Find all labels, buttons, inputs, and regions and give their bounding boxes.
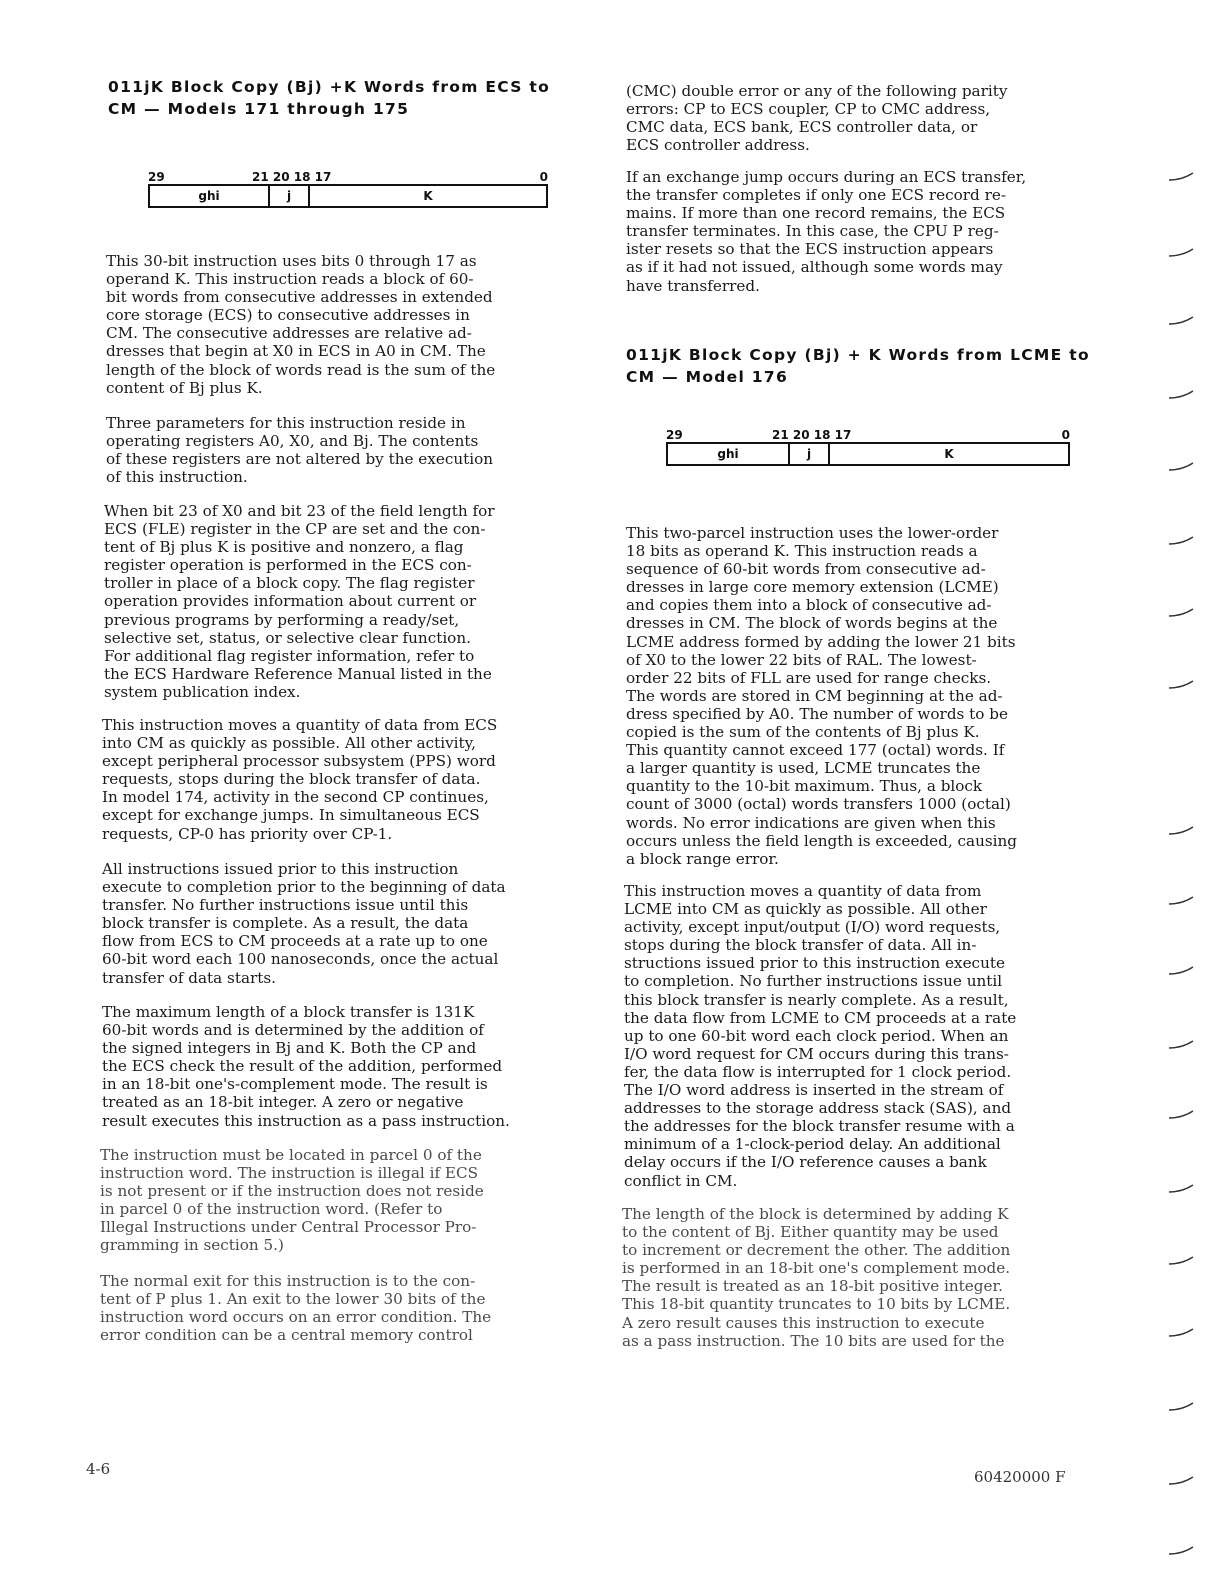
text-line: For additional flag register information, refer to [104, 646, 475, 665]
text-line: order 22 bits of FLL are used for range checks. [626, 668, 992, 687]
bit-label-29: 29 [666, 428, 683, 442]
text-line: except for exchange jumps. In simultaneous ECS [102, 806, 480, 825]
text-line: and copies them into a block of consecutive ad- [626, 596, 992, 615]
heading-line: CM — Models 171 through 175 [108, 100, 410, 118]
binder-mark-icon [1168, 896, 1194, 906]
text-line: system publication index. [104, 682, 301, 701]
text-line: is not present or if the instruction does not reside [100, 1182, 484, 1201]
instruction-format-diagram [666, 428, 1070, 468]
text-line: error condition can be a central memory control [100, 1326, 473, 1345]
paragraph [100, 1146, 484, 1255]
paragraph [102, 860, 506, 987]
text-line: structions issued prior to this instruction execute [624, 954, 1005, 973]
text-line: treated as an 18-bit integer. A zero or negative [102, 1093, 464, 1112]
format-box [666, 442, 1070, 466]
text-line: as if it had not issued, although some words may [626, 258, 1003, 277]
text-line: previous programs by performing a ready/set, [104, 610, 460, 629]
text-line: minimum of a 1-clock-period delay. An additional [624, 1135, 1001, 1154]
text-line: block transfer is complete. As a result, the data [102, 914, 469, 933]
paragraph [626, 168, 1026, 295]
text-line: dresses that begin at X0 in ECS in A0 in CM. The [106, 342, 486, 361]
bit-label-0: 0 [539, 170, 548, 184]
paragraph [104, 502, 495, 701]
text-line: If an exchange jump occurs during an ECS transfer, [626, 168, 1027, 186]
text-line: to completion. No further instructions issue until [624, 972, 1003, 991]
text-line: This 30-bit instruction uses bits 0 through 17 as [106, 252, 477, 270]
binder-mark-icon [1168, 1402, 1194, 1412]
text-line: troller in place of a block copy. The flag register [104, 574, 475, 593]
paragraph [102, 716, 497, 843]
text-line: dresses in CM. The block of words begins at the [626, 614, 998, 633]
paragraph [626, 524, 1017, 868]
text-line: conflict in CM. [624, 1171, 738, 1190]
text-line: activity, except input/output (I/O) word requests, [624, 918, 1001, 937]
text-line: This two-parcel instruction uses the lower-order [626, 524, 999, 542]
text-line: the ECS check the result of the addition, performed [102, 1057, 503, 1076]
text-line: into CM as quickly as possible. All other activity, [102, 734, 476, 753]
text-line: In model 174, activity in the second CP continues, [102, 788, 489, 807]
text-line: CM. The consecutive addresses are relative ad- [106, 324, 472, 343]
field-ghi: ghi [198, 189, 220, 203]
text-line: This instruction moves a quantity of data from ECS [102, 716, 498, 734]
section-heading-lcme [626, 344, 1090, 388]
text-line: operation provides information about current or [104, 592, 477, 611]
text-line: 60-bit word each 100 nanoseconds, once the actual [102, 950, 499, 969]
binder-mark-icon [1168, 1546, 1194, 1556]
text-line: instruction word occurs on an error condition. The [100, 1308, 492, 1327]
binder-mark-icon [1168, 172, 1194, 182]
text-line: I/O word request for CM occurs during this trans- [624, 1044, 1009, 1063]
section-heading-ecs [108, 76, 550, 120]
text-line: count of 3000 (octal) words transfers 1000 (octal) [626, 795, 1011, 814]
binder-mark-icon [1168, 1328, 1194, 1338]
text-line: gramming in section 5.) [100, 1236, 284, 1255]
text-line: content of Bj plus K. [106, 378, 263, 397]
text-line: The I/O word address is inserted in the stream of [624, 1081, 1004, 1100]
text-line: a larger quantity is used, LCME truncates the [626, 759, 981, 778]
text-line: ECS (FLE) register in the CP are set and the con- [104, 520, 486, 539]
text-line: as a pass instruction. The 10 bits are used for the [622, 1331, 1005, 1350]
text-line: flow from ECS to CM proceeds at a rate up to one [102, 932, 488, 951]
text-line: bit words from consecutive addresses in extended [106, 288, 493, 307]
text-line: transfer terminates. In this case, the CPU P reg- [626, 222, 999, 241]
paragraph [102, 1003, 510, 1130]
text-line: tent of Bj plus K is positive and nonzero, a flag [104, 538, 464, 557]
text-line: The instruction must be located in parcel 0 of the [100, 1146, 482, 1164]
binder-mark-icon [1168, 1256, 1194, 1266]
text-line: is performed in an 18-bit one's complement mode. [622, 1259, 1011, 1278]
text-line: execute to completion prior to the beginning of data [102, 878, 506, 897]
text-line: of these registers are not altered by the execution [106, 450, 493, 469]
heading-line: CM — Model 176 [626, 368, 789, 386]
text-line: sequence of 60-bit words from consecutive ad- [626, 560, 986, 579]
text-line: delay occurs if the I/O reference causes a bank [624, 1153, 987, 1172]
format-box [148, 184, 548, 208]
paragraph [622, 1205, 1010, 1350]
text-line: of X0 to the lower 22 bits of RAL. The lowest- [626, 650, 977, 669]
binder-mark-icon [1168, 1040, 1194, 1050]
text-line: in parcel 0 of the instruction word. (Refer to [100, 1200, 443, 1219]
text-line: The result is treated as an 18-bit positive integer. [622, 1277, 1003, 1296]
text-line: The normal exit for this instruction is to the con- [100, 1272, 476, 1290]
text-line: operating registers A0, X0, and Bj. The contents [106, 432, 479, 451]
text-line: occurs unless the field length is exceeded, causing [626, 831, 1018, 850]
binder-mark-icon [1168, 680, 1194, 690]
text-line: The words are stored in CM beginning at the ad- [626, 686, 1003, 705]
text-line: length of the block of words read is the sum of the [106, 360, 496, 379]
bit-label-middle: 21 20 18 17 [772, 428, 852, 442]
text-line: LCME address formed by adding the lower 21 bits [626, 632, 1016, 651]
heading-line: 011jK Block Copy (Bj) + K Words from LCME to [626, 346, 1090, 364]
binder-mark-icon [1168, 608, 1194, 618]
instruction-format-diagram [148, 170, 548, 210]
text-line: except peripheral processor subsystem (PPS) word [102, 752, 496, 771]
field-k: K [423, 189, 433, 203]
page-number: 4-6 [86, 1460, 111, 1478]
binder-mark-icon [1168, 462, 1194, 472]
text-line: LCME into CM as quickly as possible. All other [624, 900, 987, 919]
field-ghi: ghi [717, 447, 739, 461]
binder-mark-icon [1168, 536, 1194, 546]
text-line: quantity to the 10-bit maximum. Thus, a block [626, 777, 983, 796]
bit-label-middle: 21 20 18 17 [252, 170, 332, 184]
binder-mark-icon [1168, 1476, 1194, 1486]
text-line: stops during the block transfer of data. All in- [624, 936, 977, 955]
text-line: core storage (ECS) to consecutive addresses in [106, 306, 470, 325]
text-line: This quantity cannot exceed 177 (octal) words. If [626, 741, 1005, 760]
paragraph [626, 82, 1007, 154]
text-line: have transferred. [626, 276, 760, 295]
heading-line: 011jK Block Copy (Bj) +K Words from ECS to [108, 78, 551, 96]
text-line: errors: CP to ECS coupler, CP to CMC address, [626, 100, 991, 119]
text-line: tent of P plus 1. An exit to the lower 30 bits of the [100, 1290, 486, 1309]
text-line: of this instruction. [106, 468, 248, 487]
text-line: this block transfer is nearly complete. As a result, [624, 990, 1009, 1009]
binder-mark-icon [1168, 1184, 1194, 1194]
document-number: 60420000 F [974, 1468, 1066, 1486]
text-line: operand K. This instruction reads a block of 60- [106, 270, 474, 289]
text-line: copied is the sum of the contents of Bj plus K. [626, 723, 980, 742]
binder-mark-icon [1168, 1110, 1194, 1120]
binder-mark-icon [1168, 826, 1194, 836]
text-line: transfer. No further instructions issue until this [102, 896, 469, 915]
text-line: The maximum length of a block transfer is 131K [102, 1003, 475, 1021]
text-line: requests, CP-0 has priority over CP-1. [102, 824, 393, 843]
text-line: dress specified by A0. The number of words to be [626, 704, 1008, 723]
paragraph [106, 252, 495, 397]
bit-label-0: 0 [1061, 428, 1070, 442]
text-line: words. No error indications are given when this [626, 813, 996, 832]
text-line: instruction word. The instruction is illegal if ECS [100, 1164, 479, 1183]
text-line: When bit 23 of X0 and bit 23 of the field length for [104, 502, 495, 520]
text-line: dresses in large core memory extension (LCME) [626, 578, 999, 597]
text-line: Three parameters for this instruction reside in [106, 414, 466, 432]
text-line: CMC data, ECS bank, ECS controller data, or [626, 118, 978, 137]
text-line: result executes this instruction as a pass instruction. [102, 1111, 510, 1130]
text-line: ECS controller address. [626, 136, 810, 155]
text-line: Illegal Instructions under Central Processor Pro- [100, 1218, 477, 1237]
field-k: K [944, 447, 954, 461]
binder-mark-icon [1168, 966, 1194, 976]
text-line: transfer of data starts. [102, 968, 276, 987]
text-line: This instruction moves a quantity of data from [624, 882, 982, 900]
text-line: register operation is performed in the ECS con- [104, 556, 472, 575]
text-line: the transfer completes if only one ECS record re- [626, 186, 1006, 205]
text-line: up to one 60-bit word each clock period. When an [624, 1026, 1009, 1045]
text-line: selective set, status, or selective clear function. [104, 628, 471, 647]
text-line: ister resets so that the ECS instruction appears [626, 240, 994, 259]
text-line: All instructions issued prior to this instruction [102, 860, 459, 878]
text-line: mains. If more than one record remains, the ECS [626, 204, 1006, 223]
text-line: the data flow from LCME to CM proceeds at a rate [624, 1008, 1017, 1027]
text-line: to the content of Bj. Either quantity may be used [622, 1223, 999, 1242]
text-line: in an 18-bit one's-complement mode. The result is [102, 1075, 488, 1094]
text-line: This 18-bit quantity truncates to 10 bits by LCME. [622, 1295, 1011, 1314]
paragraph [106, 414, 493, 486]
binder-mark-icon [1168, 248, 1194, 258]
bit-label-29: 29 [148, 170, 165, 184]
field-j: j [286, 189, 292, 203]
text-line: a block range error. [626, 849, 779, 868]
text-line: A zero result causes this instruction to execute [622, 1313, 985, 1332]
paragraph [624, 882, 1016, 1190]
text-line: 18 bits as operand K. This instruction reads a [626, 542, 978, 561]
text-line: the signed integers in Bj and K. Both the CP and [102, 1039, 477, 1058]
text-line: the ECS Hardware Reference Manual listed in the [104, 664, 492, 683]
text-line: (CMC) double error or any of the following parity [626, 82, 1008, 100]
text-line: to increment or decrement the other. The addition [622, 1241, 1011, 1260]
text-line: the addresses for the block transfer resume with a [624, 1117, 1015, 1136]
text-line: 60-bit words and is determined by the addition of [102, 1021, 484, 1040]
field-j: j [806, 447, 812, 461]
text-line: requests, stops during the block transfer of data. [102, 770, 481, 789]
text-line: fer, the data flow is interrupted for 1 clock period. [624, 1062, 1012, 1081]
paragraph [100, 1272, 491, 1344]
text-line: The length of the block is determined by adding K [622, 1205, 1009, 1223]
binder-mark-icon [1168, 390, 1194, 400]
text-line: addresses to the storage address stack (SAS), and [624, 1099, 1012, 1118]
binder-mark-icon [1168, 316, 1194, 326]
